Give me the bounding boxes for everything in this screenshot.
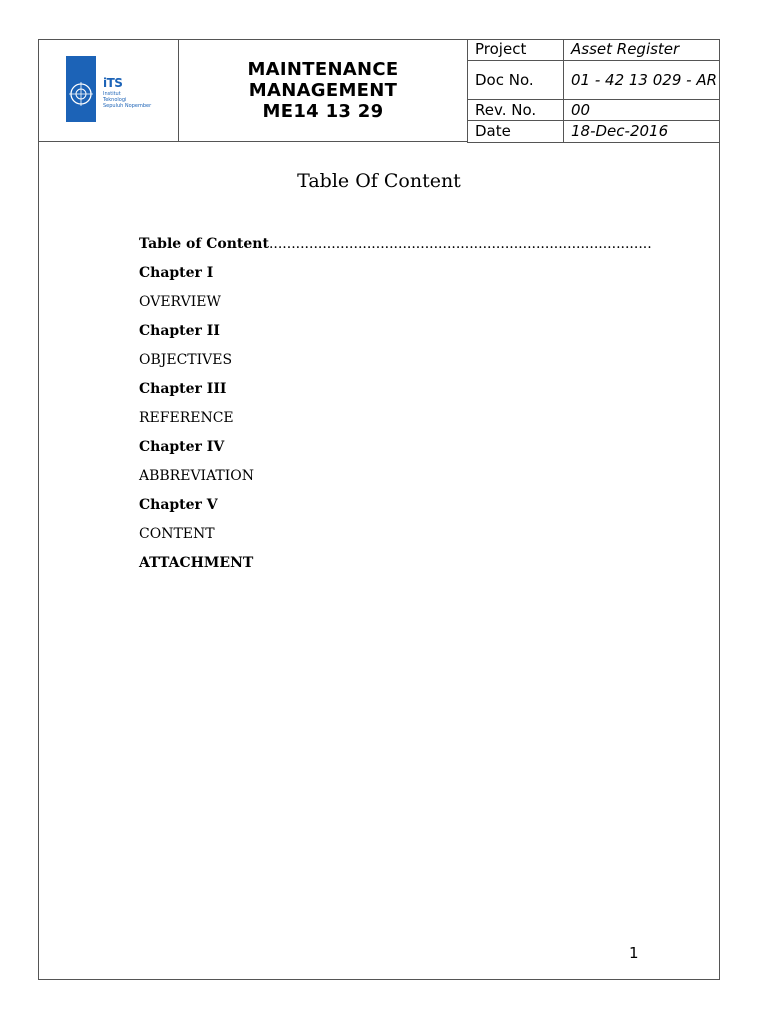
meta-key: Date (468, 121, 564, 143)
title-line-2: MANAGEMENT (248, 79, 398, 101)
meta-value: 18-Dec-2016 (564, 121, 721, 143)
logo-brand-text: iTS (103, 76, 123, 90)
meta-value: Asset Register (564, 39, 721, 61)
document-meta-table (467, 39, 720, 143)
meta-value: 01 - 42 13 029 - AR (564, 61, 721, 100)
meta-value: 00 (564, 100, 721, 121)
page-number: 1 (629, 944, 639, 962)
logo-tagline-line-3: Sepuluh Nopember (103, 103, 152, 109)
toc-dot-leader: ...................................................................................... (268, 236, 652, 252)
toc-entry: Chapter III (139, 381, 227, 397)
meta-key: Project (468, 39, 564, 61)
meta-key: Rev. No. (468, 100, 564, 121)
toc-entry: OVERVIEW (139, 294, 221, 310)
toc-entry (139, 236, 652, 265)
toc-entry-text: Table of Content (139, 236, 269, 252)
toc-entry: Chapter IV (139, 439, 225, 455)
meta-row-rev-no (468, 100, 721, 121)
title-line-1: MAINTENANCE (247, 58, 399, 80)
toc-entry: Chapter V (139, 497, 218, 513)
toc-entry: REFERENCE (139, 410, 234, 426)
toc-entry: ATTACHMENT (139, 555, 254, 571)
meta-row-project (468, 39, 721, 61)
meta-key: Doc No. (468, 61, 564, 100)
its-logo (66, 56, 170, 122)
page-heading: Table Of Content (297, 170, 461, 192)
toc-entry: CONTENT (139, 526, 215, 542)
table-of-contents (139, 236, 652, 584)
its-emblem-icon (66, 56, 96, 122)
toc-entry: Chapter I (139, 265, 214, 281)
toc-entry: Chapter II (139, 323, 220, 339)
title-line-3: ME14 13 29 (262, 100, 384, 122)
toc-entry: ABBREVIATION (139, 468, 255, 484)
toc-entry: OBJECTIVES (139, 352, 233, 368)
meta-row-date (468, 121, 721, 143)
logo-tagline-line-1: Institut (103, 91, 121, 97)
logo-tagline-line-2: Teknologi (103, 97, 127, 103)
document-title (178, 39, 468, 142)
logo-tagline (103, 91, 151, 109)
meta-row-doc-no (468, 61, 721, 100)
